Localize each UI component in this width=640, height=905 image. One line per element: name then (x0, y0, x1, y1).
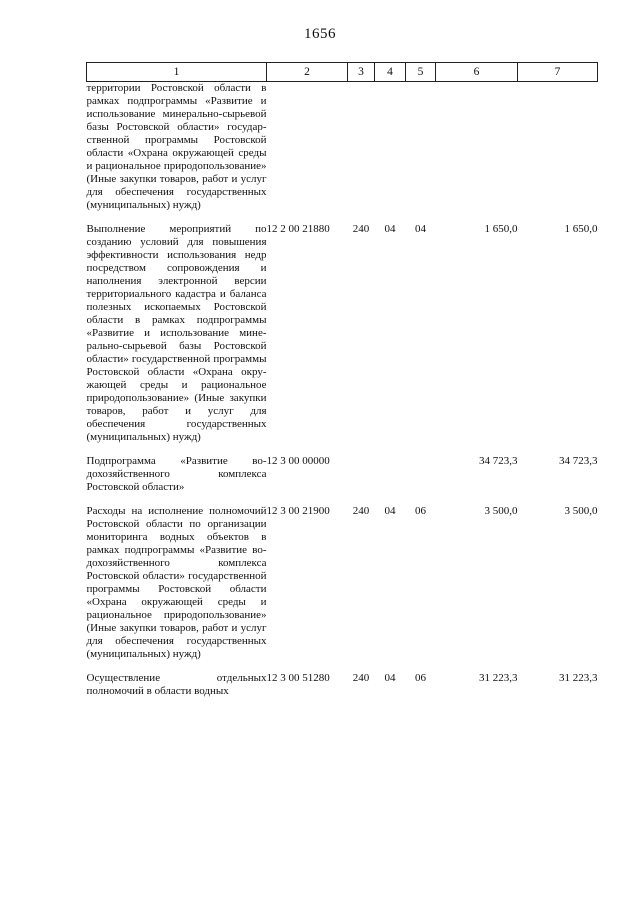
row-amount-1: 34 723,3 (479, 455, 518, 467)
row-section (375, 82, 406, 213)
column-header: 1 (87, 63, 267, 82)
row-amount-2: 1 650,0 (564, 223, 598, 235)
row-expense-type (348, 82, 375, 213)
column-header: 5 (406, 63, 436, 82)
column-header: 6 (436, 63, 518, 82)
row-subsection (406, 455, 436, 494)
row-target-code: 12 3 00 21900 (266, 505, 330, 517)
column-header: 2 (267, 63, 348, 82)
page-number: 1656 (304, 26, 336, 42)
table-row (87, 672, 598, 698)
column-header: 3 (348, 63, 375, 82)
table-row (87, 82, 598, 213)
row-expense-type: 240 (352, 672, 370, 684)
row-expense-type: 240 (352, 505, 370, 517)
row-amount-1 (436, 82, 518, 213)
row-description: территории Ростовской области в рамках подпрограммы «Развитие и использование минерально-сырьевой базы Ростовской области» государственной программы Ростовской области «Охрана окружающей среды и рациональное природопользование» (Иные закупки товаров, работ и услуг для обеспечения государственных (муниципальных) нужд) (86, 82, 267, 211)
row-target-code: 12 3 00 51280 (266, 672, 330, 684)
row-subsection: 04 (415, 223, 426, 235)
row-subsection: 06 (415, 505, 426, 517)
row-section: 04 (384, 223, 396, 235)
row-section: 04 (384, 672, 396, 684)
budget-table (86, 62, 598, 698)
row-section: 04 (384, 505, 396, 517)
row-subsection (406, 82, 436, 213)
row-subsection: 06 (415, 672, 426, 684)
row-amount-2 (518, 82, 598, 213)
row-target-code: 12 3 00 00000 (266, 455, 330, 467)
row-expense-type: 240 (352, 223, 370, 235)
row-expense-type (348, 455, 375, 494)
column-header: 7 (518, 63, 598, 82)
table-row (87, 505, 598, 661)
row-amount-2: 3 500,0 (564, 505, 598, 517)
table-row (87, 455, 598, 494)
row-amount-2: 31 223,3 (559, 672, 598, 684)
table-header-row (87, 63, 598, 82)
row-target-code (267, 82, 348, 213)
column-header: 4 (375, 63, 406, 82)
row-section (375, 455, 406, 494)
row-description: Осуществление отдельных полномочий в области водных (86, 672, 267, 697)
table-row (87, 223, 598, 444)
row-description: Подпрограмма «Развитие водохозяйственного комплекса Ростовской области» (86, 455, 267, 493)
row-amount-1: 1 650,0 (484, 223, 518, 235)
row-amount-2: 34 723,3 (559, 455, 598, 467)
row-target-code: 12 2 00 21880 (266, 223, 330, 235)
row-description: Расходы на исполнение полномочий Ростовской области по организации мониторинга водных объектов в рамках подпрограммы «Развитие водохозяйственного комплекса Ростовской области» государственной программы Ростовской области «Охрана окружающей среды и рациональное природопользование» (Иные закупки товаров, работ и услуг для обеспечения государственных (муниципальных) нужд) (86, 505, 267, 660)
row-description: Выполнение мероприятий по созданию условий для повышения эффективности использования недр посредством сопровождения и наполнения электронной версии территориального кадастра и баланса полезных ископаемых Ростовской области в рамках подпрограммы «Развитие и использование минерально-сырьевой базы Ростовской области» государственной программы Ростовской области «Охрана окружающей среды и рациональное природопользование» (Иные закупки товаров, работ и услуг для обеспечения государственных (муниципальных) нужд) (86, 223, 267, 443)
row-amount-1: 3 500,0 (484, 505, 518, 517)
row-amount-1: 31 223,3 (479, 672, 518, 684)
